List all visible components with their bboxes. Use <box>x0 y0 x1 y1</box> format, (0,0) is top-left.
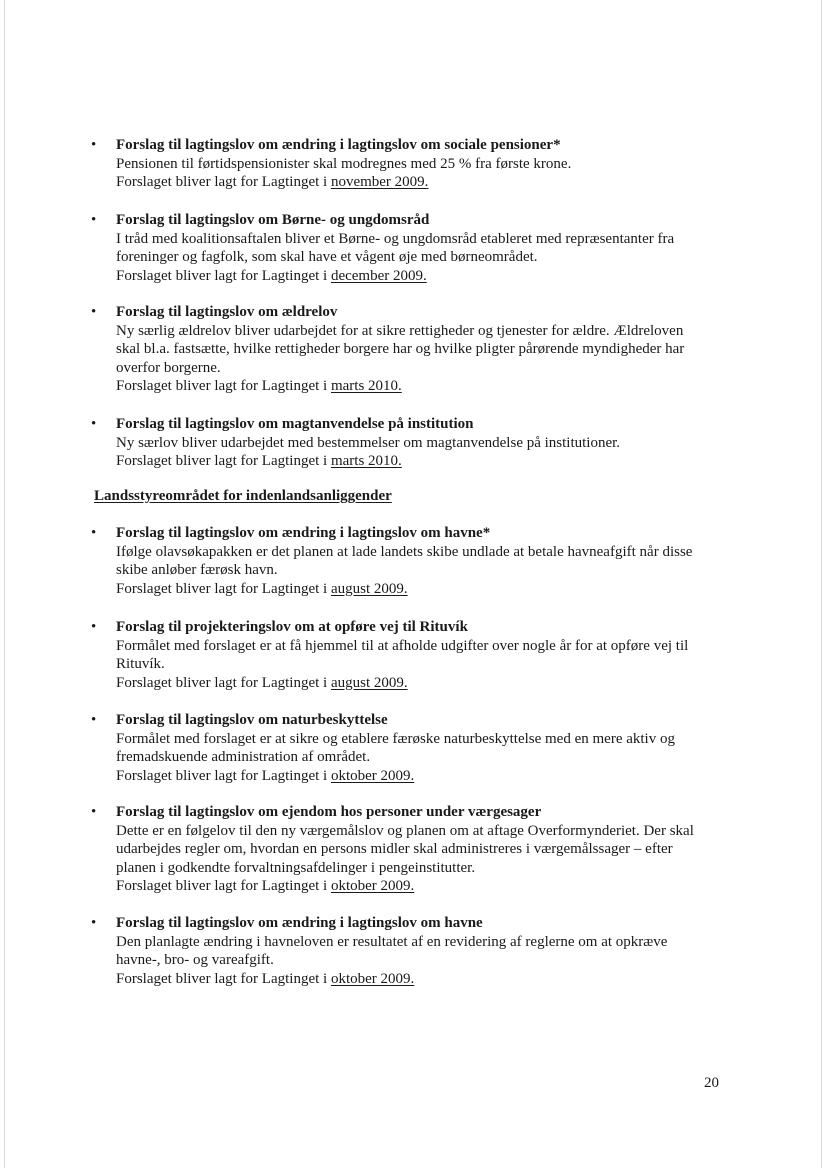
item-date: marts 2010. <box>330 453 402 469</box>
list-item <box>91 914 731 988</box>
item-heading: Forslag til lagtingslov om ejendom hos personer under værgesager <box>116 804 542 820</box>
item-heading: Forslag til lagtingslov om ændring i lagtingslov om havne <box>116 915 483 931</box>
page-number: 20 <box>704 1075 719 1091</box>
list-item <box>91 211 731 285</box>
item-heading: Forslag til projekteringslov om at opføre vej til Rituvík <box>116 619 468 635</box>
item-date: marts 2010. <box>330 378 402 394</box>
item-heading: Forslag til lagtingslov om naturbeskyttelse <box>116 712 388 728</box>
item-footer-text: Forslaget bliver lagt for Lagtinget i <box>116 453 331 469</box>
item-heading: Forslag til lagtingslov om ældrelov <box>116 304 338 320</box>
item-heading: Forslag til lagtingslov om magtanvendelse på institution <box>116 416 474 432</box>
list-item <box>91 711 731 785</box>
item-body-line: fremadskuende administration af området. <box>116 749 371 765</box>
item-heading: Forslag til lagtingslov om ændring i lagtingslov om havne* <box>116 525 491 541</box>
section-heading: Landsstyreområdet for indenlandsanliggender <box>94 488 392 504</box>
item-footer-text: Forslaget bliver lagt for Lagtinget i <box>116 174 331 190</box>
item-body-line: Pensionen til førtidspensionister skal modregnes med 25 % fra første krone. <box>116 155 572 172</box>
list-item <box>91 618 731 692</box>
item-body-line: Formålet med forslaget er at sikre og etablere færøske naturbeskyttelse med en mere aktiv og <box>116 730 675 747</box>
item-body-line: havne-, bro- og vareafgift. <box>116 952 274 968</box>
item-body-line: Ifølge olavsøkapakken er det planen at lade landets skibe undlade at betale havneafgift når disse <box>116 543 693 560</box>
bullet: • <box>91 525 97 541</box>
item-body-line: Den planlagte ændring i havneloven er resultatet af en revidering af reglerne om at opkræve <box>116 933 668 950</box>
bullet: • <box>91 212 97 228</box>
item-footer-text: Forslaget bliver lagt for Lagtinget i <box>116 267 331 284</box>
bullet: • <box>91 137 97 153</box>
bullet: • <box>91 304 97 320</box>
list-item <box>91 415 731 471</box>
item-body-line: I tråd med koalitionsaftalen bliver et Børne- og ungdomsråd etableret med repræsentanter fra <box>116 230 675 247</box>
item-body-line: planen i godkendte forvaltningsafdelinger i pengeinstitutter. <box>116 859 476 876</box>
item-footer-text: Forslaget bliver lagt for Lagtinget i <box>116 878 331 894</box>
item-heading: Forslag til lagtingslov om Børne- og ungdomsråd <box>116 212 430 228</box>
list-item <box>91 136 731 192</box>
item-date: oktober 2009. <box>330 767 415 784</box>
item-body-line: foreninger og fagfolk, som skal have et vågent øje med børneområdet. <box>116 249 538 265</box>
item-footer-text: Forslaget bliver lagt for Lagtinget i <box>116 378 331 394</box>
item-date: oktober 2009. <box>330 970 415 987</box>
bullet: • <box>91 804 97 820</box>
list-item <box>91 303 731 396</box>
item-date: august 2009. <box>330 674 408 691</box>
item-body-line: skal bl.a. fastsætte, hvilke rettigheder borgere har og hvilke pligter pårørende myndigheder har <box>116 341 685 357</box>
item-body-line: overfor borgerne. <box>116 359 221 376</box>
bullet: • <box>91 619 97 635</box>
item-date: november 2009. <box>330 174 429 190</box>
item-body-line: Rituvík. <box>116 656 165 672</box>
item-body-line: udarbejdes regler om, hvordan en persons midler skal administreres i værgemålssager – efter <box>116 841 673 857</box>
list-item <box>91 803 731 896</box>
item-footer-text: Forslaget bliver lagt for Lagtinget i <box>116 580 331 597</box>
bullet: • <box>91 915 97 931</box>
item-body-line: Formålet med forslaget er at få hjemmel til at afholde udgifter over nogle år for at opføre vej til <box>116 637 689 654</box>
item-footer-text: Forslaget bliver lagt for Lagtinget i <box>116 970 331 987</box>
item-date: oktober 2009. <box>330 878 415 894</box>
item-body-line: skibe anløber færøsk havn. <box>116 562 278 578</box>
item-body-line: Ny særlov bliver udarbejdet med bestemmelser om magtanvendelse på institutioner. <box>116 434 621 451</box>
item-footer-text: Forslaget bliver lagt for Lagtinget i <box>116 674 331 691</box>
item-body-line: Dette er en følgelov til den ny værgemålslov og planen om at aftage Overformynderiet. Der skal <box>116 822 694 839</box>
list-item <box>91 524 731 598</box>
item-date: december 2009. <box>330 267 427 284</box>
item-heading: Forslag til lagtingslov om ændring i lagtingslov om sociale pensioner* <box>116 137 561 153</box>
item-date: august 2009. <box>330 580 408 597</box>
item-body-line: Ny særlig ældrelov bliver udarbejdet for at sikre rettigheder og tjenester for ældre. Ældreloven <box>116 322 684 339</box>
item-footer-text: Forslaget bliver lagt for Lagtinget i <box>116 767 331 784</box>
bullet: • <box>91 712 97 728</box>
bullet: • <box>91 416 97 432</box>
